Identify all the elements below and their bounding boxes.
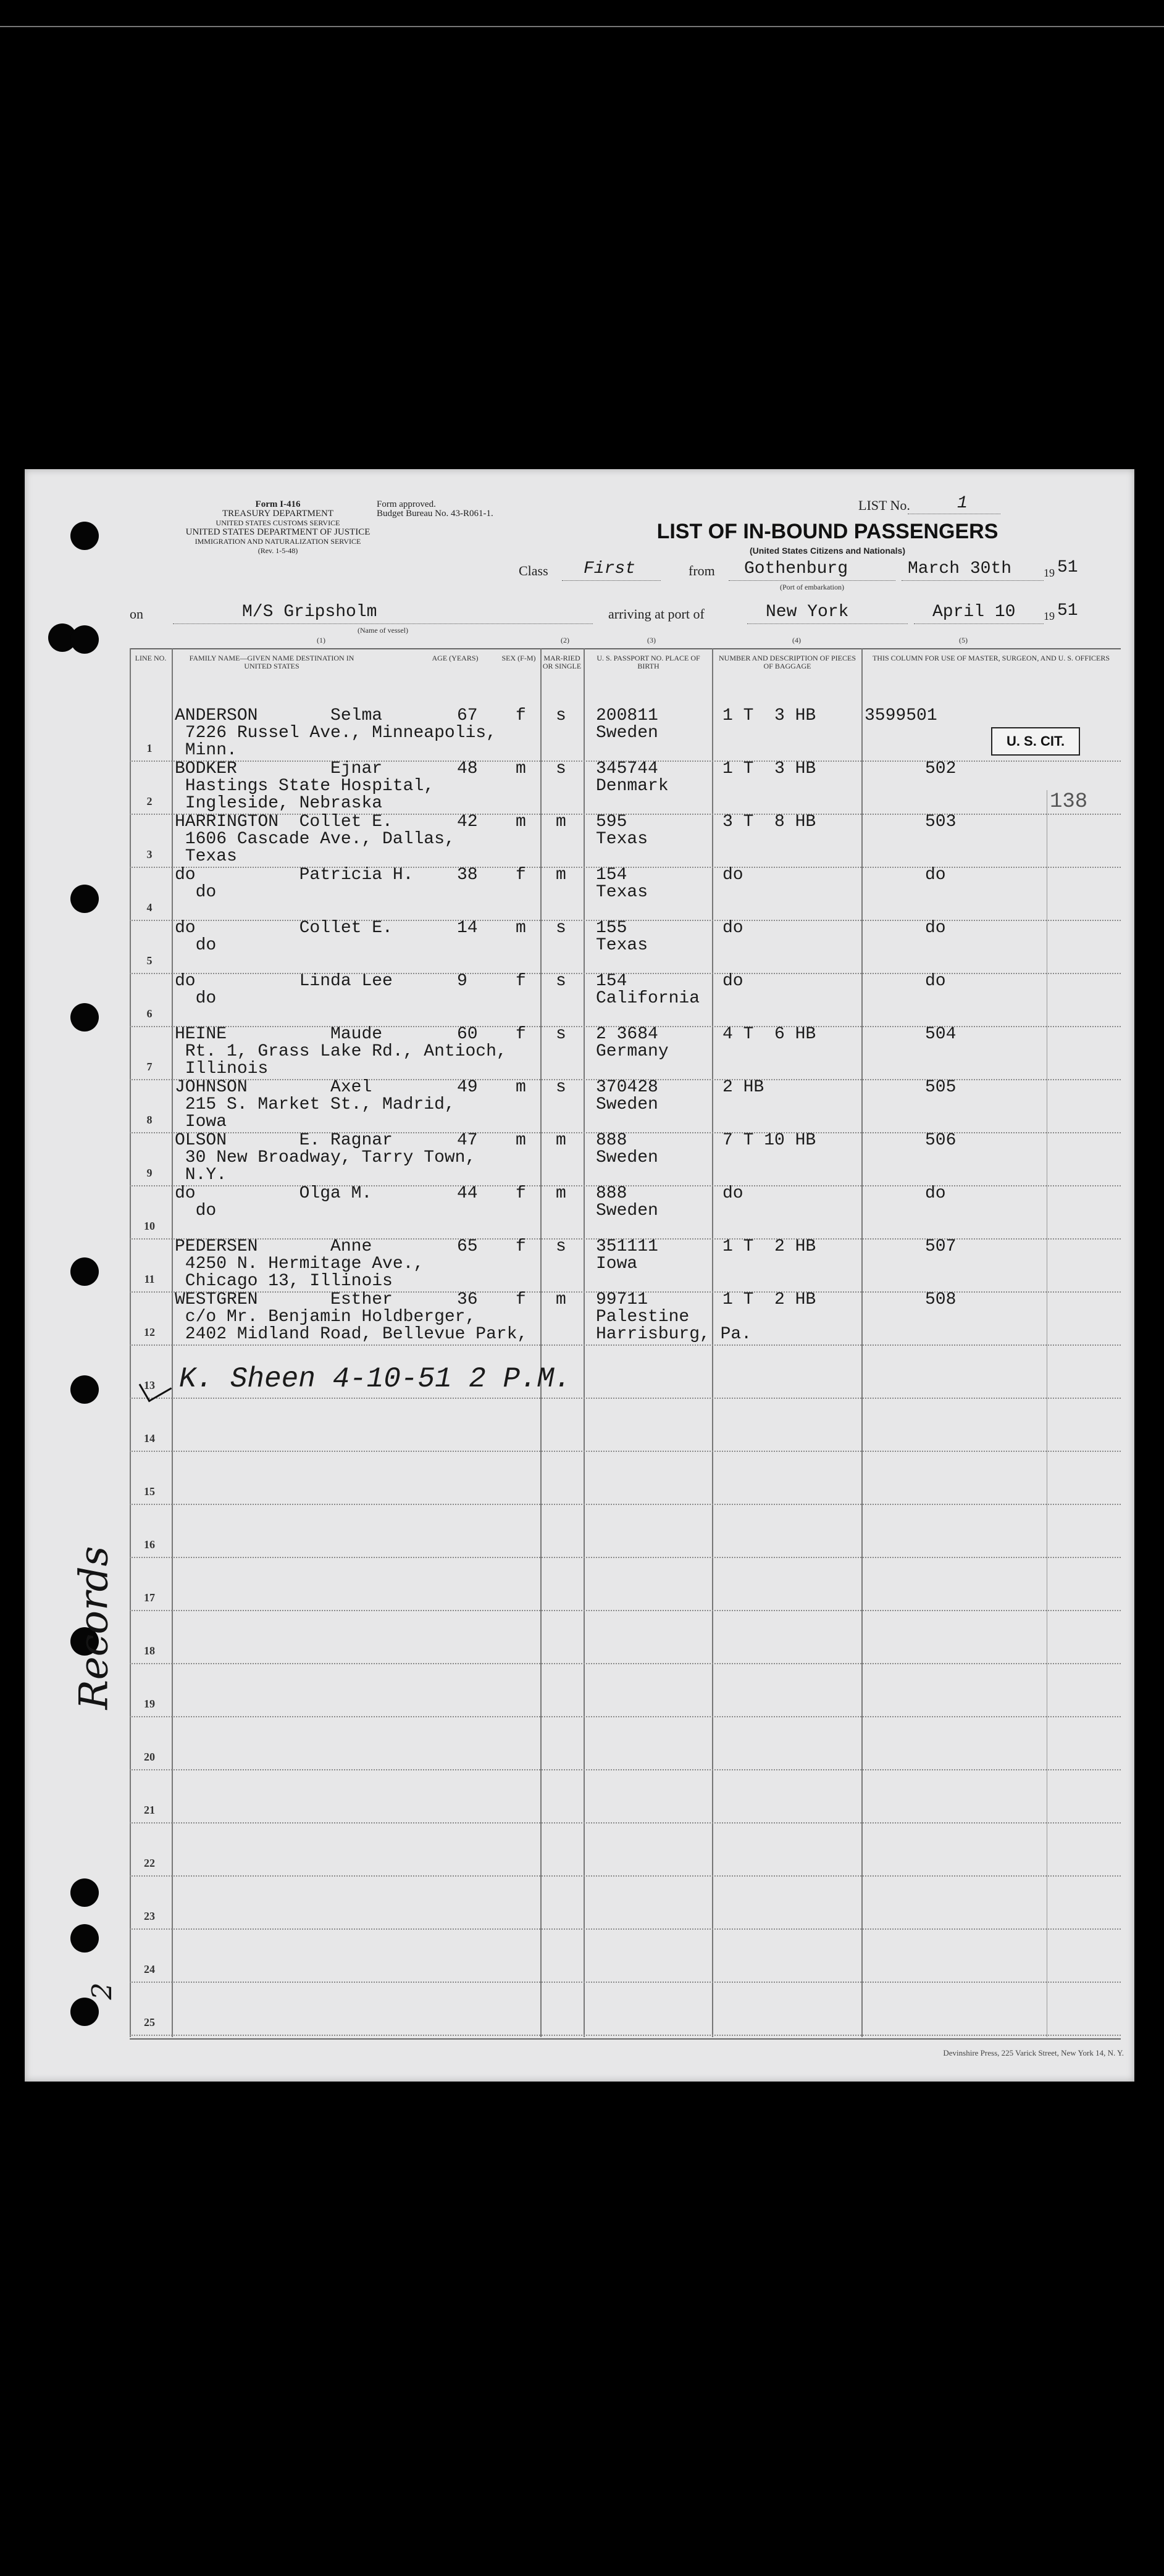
col-header-name: FAMILY NAME—GIVEN NAME DESTINATION IN UNITED STATES [189,654,354,670]
passenger-sex: m [516,759,526,778]
passenger-sex: f [516,1237,526,1256]
line-number: 24 [144,1963,155,1975]
arrival-year: 51 [1057,601,1078,620]
line-number: 16 [144,1538,155,1551]
form-approved: Form approved. [377,499,436,509]
passport-birthplace: 888 Sweden [596,1131,658,1167]
class-label: Class [519,563,548,578]
destination-address: 215 S. Market St., Madrid, Iowa [185,1095,455,1132]
passenger-age: 44 [457,1184,478,1203]
col-header-baggage: NUMBER AND DESCRIPTION OF PIECES OF BAGGAGE [718,654,856,670]
line-number: 21 [144,1804,155,1816]
line-number: 6 [146,1007,153,1020]
baggage-description: 2 HB [722,1078,764,1097]
passenger-age: 67 [457,706,478,725]
punch-hole [70,1257,99,1286]
depart-year: 51 [1057,558,1078,577]
punch-hole [70,1998,99,2026]
manifest-page [25,469,1134,2082]
row-rule [130,1344,1121,1346]
passport-birthplace: 2 3684 Germany [596,1025,669,1061]
passport-birthplace: 155 Texas [596,919,648,955]
arrival-date-line [914,623,1044,624]
row-rule [130,1822,1121,1824]
arriving-label: arriving at port of [608,606,705,622]
passenger-sex: f [516,865,526,885]
justice-dept: UNITED STATES DEPARTMENT OF JUSTICE [185,527,371,537]
form-number: Form I-416 [255,499,301,509]
line-number: 7 [146,1061,153,1073]
from-line [729,580,895,581]
passenger-name: OLSON E. Ragnar [175,1131,393,1150]
passport-birthplace: 200811 Sweden [596,706,658,743]
from-label: from [689,563,715,578]
destination-address: 4250 N. Hermitage Ave., Chicago 13, Illinois [185,1254,424,1291]
handwritten-signature: K. Sheen 4-10-51 2 P.M. [179,1363,571,1395]
row-rule [130,1716,1121,1718]
punch-hole [70,1375,99,1404]
list-no-value: 1 [957,494,968,513]
approval-block [377,500,587,519]
row-rule [130,1982,1121,1983]
destination-address: Rt. 1, Grass Lake Rd., Antioch, Illinois [185,1042,507,1078]
col-num-3: (3) [647,636,656,644]
baggage-description: do [722,1184,743,1203]
row-rule [130,1557,1121,1559]
passenger-sex: m [516,1131,526,1150]
baggage-description: 1 T 3 HB [722,759,816,778]
passport-birthplace: 595 Texas [596,812,648,849]
passenger-age: 60 [457,1025,478,1044]
baggage-description: 7 T 10 HB [722,1131,816,1150]
class-line [562,580,661,581]
printer-imprint: Devinshire Press, 225 Varick Street, New York 14, N. Y. [943,2048,1124,2057]
line-number: 5 [146,954,153,967]
line-number: 17 [144,1591,155,1604]
passenger-age: 48 [457,759,478,778]
line-number: 1 [146,742,153,754]
line-number: 14 [144,1432,155,1444]
depart-date: March 30th [908,559,1012,578]
row-rule [130,1663,1121,1665]
line-number: 10 [144,1220,155,1232]
destination-address: 1606 Cascade Ave., Dallas, Texas [185,830,455,866]
marital-status: m [556,865,566,885]
officer-number: 502 [925,759,957,778]
officer-number: 503 [925,812,957,832]
destination-address: c/o Mr. Benjamin Holdberger, 2402 Midland Road, Bellevue Park, [185,1307,528,1344]
officer-number: 506 [925,1131,957,1150]
destination-address: 30 New Broadway, Tarry Town, N.Y. [185,1148,476,1185]
passenger-sex: f [516,1025,526,1044]
vessel-note: (Name of vessel) [358,626,408,635]
from-value: Gothenburg [744,559,848,578]
punch-hole [70,1003,99,1032]
arrival-year-prefix: 19 [1044,610,1055,622]
destination-address: do [175,1201,217,1220]
baggage-description: do [722,865,743,885]
passport-birthplace: 370428 Sweden [596,1078,658,1114]
passport-birthplace: 99711 Palestine Harrisburg, Pa. [596,1290,752,1344]
passport-birthplace: 888 Sweden [596,1184,658,1220]
row-rule [130,1875,1121,1877]
line-number: 12 [144,1326,155,1338]
baggage-description: do [722,919,743,938]
punch-hole [70,885,99,913]
arrival-port: New York [766,602,849,622]
destination-address: do [175,936,217,955]
side-number: 138 [1050,790,1088,814]
margin-records-note: Records [71,1546,117,1710]
arrival-date: April 10 [932,602,1016,622]
col-header-sex: SEX (F-M) [501,654,536,662]
destination-address: do [175,989,217,1008]
marital-status: s [556,1025,566,1044]
officer-number: 504 [925,1025,957,1044]
col-header-officers: THIS COLUMN FOR USE OF MASTER, SURGEON, AND U. S. OFFICERS [872,654,1110,662]
punch-hole [70,1924,99,1953]
destination-address: 7226 Russel Ave., Minneapolis, Minn. [185,723,496,760]
line-number: 18 [144,1644,155,1657]
page-title: LIST OF IN-BOUND PASSENGERS [656,520,999,543]
marital-status: s [556,706,566,725]
row-rule [130,1504,1121,1506]
passport-birthplace: 154 Texas [596,865,648,902]
passenger-age: 65 [457,1237,478,1256]
passport-birthplace: 351111 Iowa [596,1237,658,1273]
row-rule [130,1769,1121,1771]
officer-number: 505 [925,1078,957,1097]
passenger-name: do Collet E. [175,919,393,938]
line-number: 13 [144,1379,155,1391]
line-number: 3 [146,848,153,861]
passenger-name: ANDERSON Selma [175,706,383,725]
col-num-5: (5) [959,636,968,644]
passenger-name: WESTGREN Esther [175,1290,393,1309]
officer-number: do [925,919,946,938]
passenger-sex: f [516,972,526,991]
punch-hole [70,522,99,550]
port-embarkation-note: (Port of embarkation) [780,583,844,591]
destination-address: do [175,883,217,902]
passenger-age: 36 [457,1290,478,1309]
top-border-line [0,26,1164,27]
passenger-sex: f [516,706,526,725]
line-number: 25 [144,2016,155,2028]
row-rule [130,1451,1121,1453]
passenger-name: do Patricia H. [175,865,414,885]
col-header-line: LINE NO. [135,654,167,662]
marital-status: m [556,1290,566,1309]
col-header-passport: U. S. PASSPORT NO. PLACE OF BIRTH [597,654,700,670]
marital-status: m [556,812,566,832]
passenger-name: HEINE Maude [175,1025,383,1044]
revision-date: (Rev. 1-5-48) [258,546,298,555]
line-number: 2 [146,795,153,807]
passenger-age: 38 [457,865,478,885]
marital-status: s [556,1078,566,1097]
passenger-name: BODKER Ejnar [175,759,383,778]
margin-number: 2 [86,1982,119,2000]
list-no-label: LIST No. [858,498,910,513]
line-number: 22 [144,1857,155,1869]
passenger-age: 49 [457,1078,478,1097]
marital-status: s [556,759,566,778]
passenger-sex: m [516,812,526,832]
on-label: on [130,606,143,622]
col-num-1: (1) [317,636,325,644]
passenger-age: 14 [457,919,478,938]
col-header-married: MAR-RIED OR SINGLE [542,654,582,670]
row-rule [130,2035,1121,2036]
officer-number: 3599501 [865,706,937,725]
line-number: 15 [144,1485,155,1498]
col-divider [584,648,585,2037]
passenger-sex: m [516,919,526,938]
officer-number: do [925,972,946,991]
line-number: 20 [144,1751,155,1763]
officer-number: 508 [925,1290,957,1309]
line-number: 8 [146,1114,153,1126]
baggage-description: 1 T 2 HB [722,1290,816,1309]
col-num-4: (4) [792,636,801,644]
treasury-dept: TREASURY DEPARTMENT [222,509,334,519]
officer-number: do [925,1184,946,1203]
punch-hole [70,1878,99,1907]
class-value: First [584,559,636,578]
ins-service: IMMIGRATION AND NATURALIZATION SERVICE [195,537,361,546]
customs-service: UNITED STATES CUSTOMS SERVICE [216,519,340,527]
officer-number: do [925,865,946,885]
officer-number: 507 [925,1237,957,1256]
passenger-name: JOHNSON Axel [175,1078,372,1097]
baggage-description: 1 T 3 HB [722,706,816,725]
row-rule [130,1610,1121,1612]
passenger-age: 42 [457,812,478,832]
passenger-age: 47 [457,1131,478,1150]
passport-birthplace: 345744 Denmark [596,759,669,796]
baggage-description: 3 T 8 HB [722,812,816,832]
vessel-name: M/S Gripsholm [242,602,377,622]
line-number: 4 [146,901,153,914]
passenger-age: 9 [457,972,467,991]
passenger-sex: f [516,1184,526,1203]
line-number: 23 [144,1910,155,1922]
baggage-description: 4 T 6 HB [722,1025,816,1044]
line-number: 19 [144,1698,155,1710]
page-subtitle: (United States Citizens and Nationals) [749,546,906,556]
baggage-description: 1 T 2 HB [722,1237,816,1256]
destination-address: Hastings State Hospital, Ingleside, Nebraska [185,777,435,813]
us-citizen-stamp: U. S. CIT. [991,727,1080,756]
baggage-description: do [722,972,743,991]
col-divider [540,648,542,2037]
line-number: 9 [146,1167,153,1179]
line-number: 11 [144,1273,155,1285]
col-header-age: AGE (YEARS) [432,654,479,662]
passport-birthplace: 154 California [596,972,700,1008]
marital-status: s [556,1237,566,1256]
depart-date-line [902,580,1044,581]
col-divider [172,648,173,2037]
passenger-name: do Linda Lee [175,972,393,991]
passenger-name: do Olga M. [175,1184,372,1203]
col-num-2: (2) [561,636,569,644]
col-divider [861,648,863,2037]
passenger-sex: m [516,1078,526,1097]
passenger-sex: f [516,1290,526,1309]
arrival-port-line [747,623,908,624]
marital-status: m [556,1131,566,1150]
depart-year-prefix: 19 [1044,567,1055,579]
row-rule [130,1928,1121,1930]
vessel-line [173,623,593,624]
row-rule [130,1398,1121,1399]
marital-status: s [556,972,566,991]
marital-status: m [556,1184,566,1203]
passenger-name: PEDERSEN Anne [175,1237,372,1256]
budget-bureau: Budget Bureau No. 43-R061-1. [377,509,493,519]
passenger-name: HARRINGTON Collet E. [175,812,393,832]
marital-status: s [556,919,566,938]
punch-hole [70,625,99,654]
